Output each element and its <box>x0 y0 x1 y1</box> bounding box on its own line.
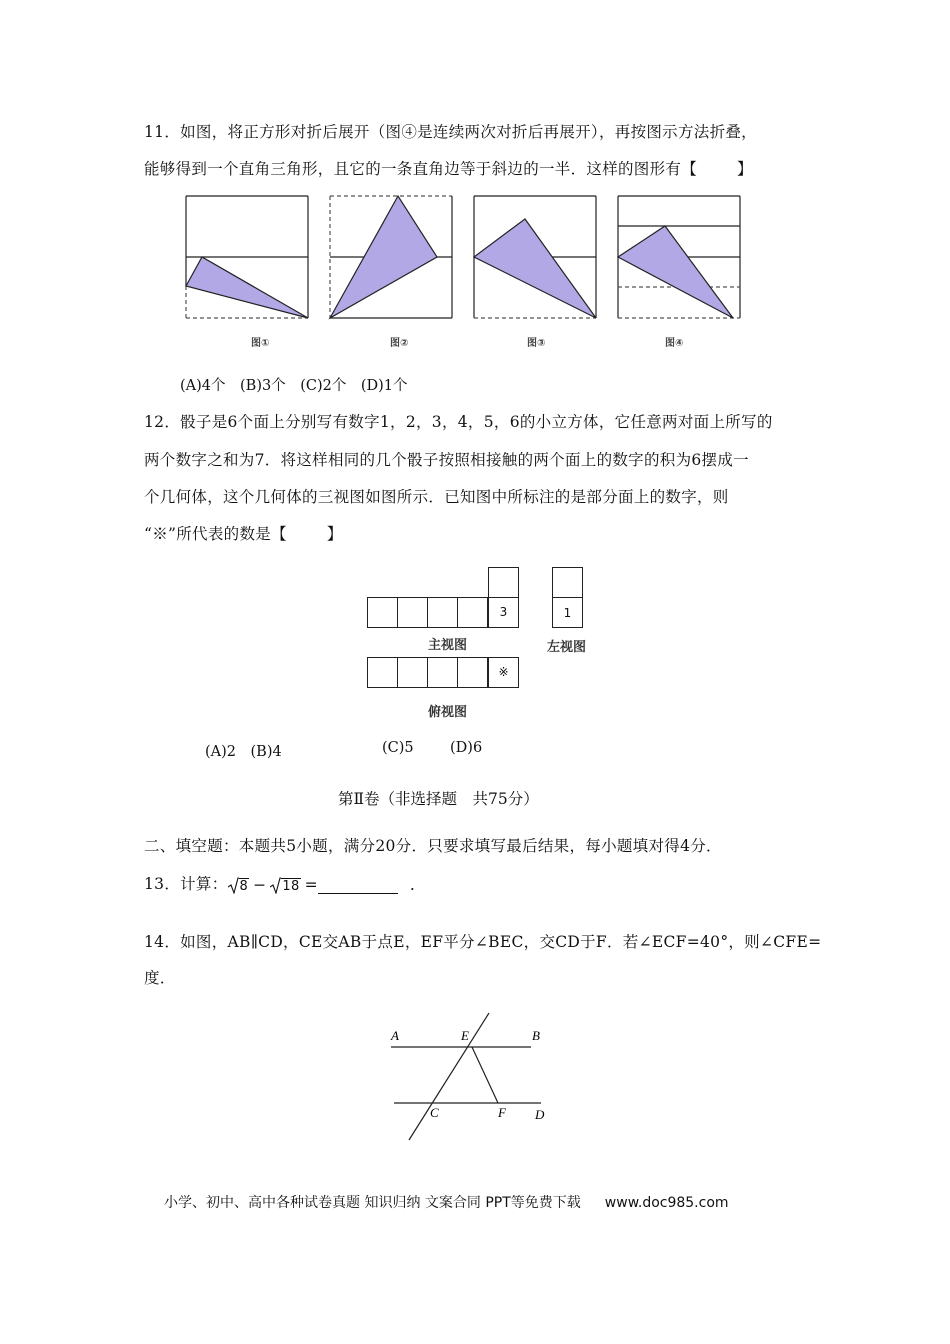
q14-parallel-lines-figure <box>385 1010 555 1150</box>
q12-line4-text: “※”所代表的数是【 <box>144 525 287 543</box>
q11-bracket-close: 】 <box>737 160 753 178</box>
q11-figure-2 <box>330 196 452 318</box>
q12-bracket-close: 】 <box>326 525 343 543</box>
section-intro: 二、填空题：本题共5小题，满分20分．只要求填写最后结果，每小题填对得4分． <box>144 837 722 855</box>
q12-option-ab: (A)2 (B)4 <box>205 744 282 760</box>
q11-caption-4: 图④ <box>665 338 684 349</box>
front-view-cell <box>457 597 488 628</box>
top-view-cell <box>397 657 428 688</box>
radicand-18: 18 <box>282 879 300 894</box>
sqrt-8 <box>228 877 250 894</box>
q13-equals: = <box>304 876 318 894</box>
front-view-label: 主视图 <box>428 638 468 653</box>
line-ce <box>409 1013 489 1140</box>
q13-minus: − <box>253 876 267 894</box>
q11-line2 <box>144 157 753 179</box>
q14-line2: 度． <box>144 969 176 987</box>
radical-sign-icon <box>270 877 281 894</box>
q11-options: (A)4个 (B)3个 (C)2个 (D)1个 <box>180 378 408 394</box>
q12-line2: 两个数字之和为7．将这样相同的几个骰子按照相接触的两个面上的数字的积为6摆成一 <box>144 451 749 469</box>
footer-site-link[interactable]: www.doc985.com <box>604 1195 729 1211</box>
left-view-cell <box>552 567 583 598</box>
left-view-label: 左视图 <box>547 640 587 655</box>
top-view-symbol-cell: ※ <box>488 657 519 688</box>
label-e: E <box>461 1028 469 1043</box>
q12-option-d: (D)6 <box>450 740 483 756</box>
sqrt-18 <box>270 877 300 894</box>
top-view-label: 俯视图 <box>428 705 468 720</box>
q11-folding-figures <box>180 190 760 330</box>
q11-caption-3: 图③ <box>527 338 546 349</box>
q13-line <box>144 872 415 894</box>
q11-figure-3 <box>474 196 596 318</box>
q12-line4 <box>144 522 343 544</box>
section-title: 第Ⅱ卷（非选择题 共75分） <box>338 790 539 808</box>
label-d: D <box>535 1107 545 1122</box>
q12-line3: 个几何体，这个几何体的三视图如图所示．已知图中所标注的是部分面上的数字，则 <box>144 488 729 506</box>
q11-line2-text: 能够得到一个直角三角形，且它的一条直角边等于斜边的一半．这样的图形有【 <box>144 160 698 178</box>
label-a: A <box>391 1028 399 1043</box>
top-view-cell <box>457 657 488 688</box>
front-view-cell <box>427 597 458 628</box>
segment-ef <box>472 1047 498 1103</box>
front-view-top-cell <box>488 567 519 598</box>
front-view-cell <box>397 597 428 628</box>
footer-text: 小学、初中、高中各种试卷真题 知识归纳 文案合同 PPT等免费下载 <box>164 1195 581 1211</box>
q11-caption-1: 图① <box>251 338 270 349</box>
top-view-cell <box>367 657 398 688</box>
q14-line1: 14．如图，AB∥CD，CE交AB于点E，EF平分∠BEC，交CD于F．若∠ECF=40°，则∠CFE= <box>144 933 822 951</box>
q12-line1: 12．骰子是6个面上分别写有数字1，2，3，4，5，6的小立方体，它任意两对面上所写的 <box>144 413 773 431</box>
q11-caption-2: 图② <box>390 338 409 349</box>
label-f: F <box>498 1105 506 1120</box>
left-view-numbered-cell: 1 <box>552 597 583 628</box>
q13-prefix: 13．计算： <box>144 875 228 893</box>
q11-figure-1 <box>186 196 308 318</box>
footer <box>164 1192 729 1212</box>
q13-period: . <box>409 876 416 894</box>
q11-line1: 11．如图，将正方形对折后展开（图④是连续两次对折后再展开），再按图示方法折叠， <box>144 123 757 141</box>
label-c: C <box>430 1105 439 1120</box>
radicand-8: 8 <box>239 879 249 894</box>
top-view-cell <box>427 657 458 688</box>
front-view-numbered-cell: 3 <box>488 597 519 628</box>
label-b: B <box>532 1028 540 1043</box>
q11-figure-4 <box>618 196 740 318</box>
radical-sign-icon <box>228 877 239 894</box>
q12-option-c: (C)5 <box>382 740 414 756</box>
front-view-cell <box>367 597 398 628</box>
q13-answer-blank[interactable] <box>318 879 398 894</box>
